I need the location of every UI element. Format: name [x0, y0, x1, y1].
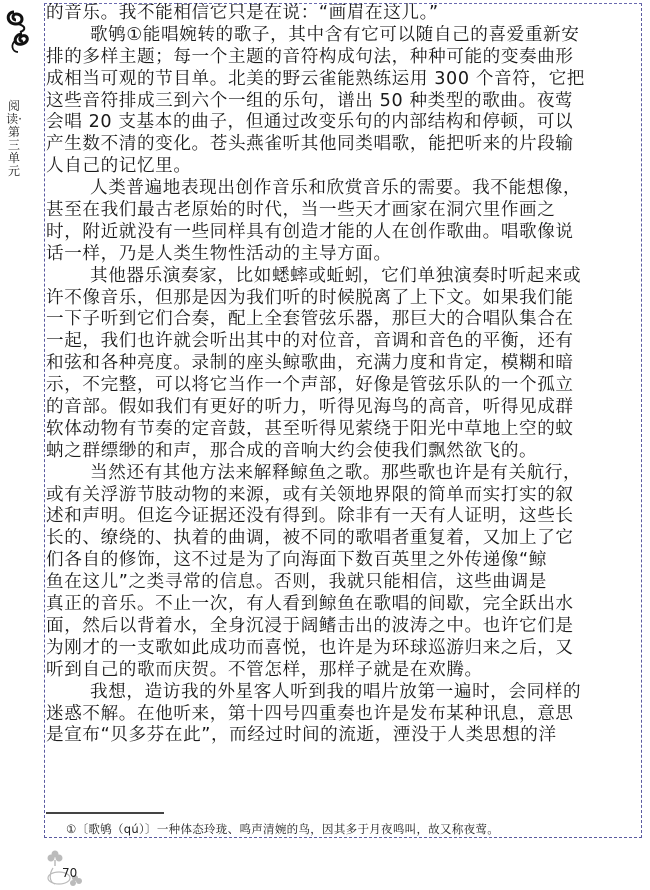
text-line: 一下子听到它们合奏，配上全套管弦乐器，那巨大的合唱队集合在 [46, 309, 574, 330]
text-line: 时，附近就没有一些同样具有创造才能的人在创作歌曲。唱歌像说 [46, 221, 574, 242]
text-line: 会唱 20 支基本的曲子，但通过改变乐句的内部结构和停顿，可以 [46, 112, 574, 133]
text-line: 真正的音乐。不止一次，有人看到鲸鱼在歌唱的间歇，完全跃出水 [46, 594, 574, 615]
unit-side-label: 阅读·第三单元 [6, 99, 22, 178]
text-line: 当然还有其他方法来解释鲸鱼之歌。那些歌也许是有关航行， [90, 462, 582, 483]
decorative-swirl-logo-icon [4, 4, 38, 54]
text-line: 排的多样主题；每一个主题的音符构成句法，种种可能的变奏曲形 [46, 46, 574, 67]
text-line: 产生数不清的变化。苍头燕雀听其他同类唱歌，能把听来的片段输 [46, 134, 574, 155]
text-line: 软体动物有节奏的定音鼓，甚至听得见萦绕于阳光中草地上空的蚊 [46, 418, 574, 439]
text-line: 述和声明。但迄今证据还没有得到。除非有一天有人证明，这些长 [46, 506, 574, 527]
text-line: 长的、缭绕的、执着的曲调，被不同的歌唱者重复着，又加上了它 [46, 528, 574, 549]
text-line: 听到自己的歌而庆贺。不管怎样，那样子就是在欢腾。 [46, 659, 483, 680]
text-line: 许不像音乐，但那是因为我们听的时候脱离了上下文。如果我们能 [46, 287, 574, 308]
text-line: 面，然后以背着水，全身沉浸于阔鳍击出的波涛之中。也许它们是 [46, 615, 574, 636]
footnote: ①〔歌鸲（qú）〕一种体态玲珑、鸣声清婉的鸟，因其多于月夜鸣叫，故又称夜莺。 [66, 822, 500, 836]
text-line: 蚋之群缥缈的和声，那合成的音响大约会使我们飘然欲飞的。 [46, 440, 538, 461]
text-line: 甚至在我们最古老原始的时代，当一些天才画家在洞穴里作画之 [46, 200, 556, 221]
text-line: 其他器乐演奏家，比如蟋蟀或蚯蚓，它们单独演奏时听起来或 [90, 265, 582, 286]
text-line: 为刚才的一支歌如此成功而喜悦，也许是为环球巡游归来之后，又 [46, 637, 574, 658]
text-line: 们各自的修饰，这不过是为了向海面下数百英里之外传递像“鲸 [46, 550, 547, 571]
text-line: 示，不完整，可以将它当作一个声部，好像是管弦乐队的一个孤立 [46, 375, 574, 396]
text-line: 人类普遍地表现出创作音乐和欣赏音乐的需要。我不能想像， [90, 178, 582, 199]
text-line: 我想，造访我的外星客人听到我的唱片放第一遍时，会同样的 [90, 681, 582, 702]
text-line: 迷惑不解。在他听来，第十四号四重奏也许是发布某种讯息，意思 [46, 703, 574, 724]
text-line: 话一样，乃是人类生物性活动的主导方面。 [46, 243, 392, 264]
text-line: 一起，我们也许就会听出其中的对位音，音调和音色的平衡，还有 [46, 331, 574, 352]
text-line: 鱼在这儿”之类寻常的信息。否则，我就只能相信，这些曲调是 [46, 572, 547, 593]
text-line: 或有关浮游节肢动物的来源，或有关领地界限的简单而实打实的叙 [46, 484, 574, 505]
page-number: 70 [62, 866, 78, 880]
text-line: 是宣布“贝多芬在此”，而经过时间的流逝，湮没于人类思想的洋 [46, 725, 557, 746]
text-line: 和弦和各种亮度。录制的座头鲸歌曲，充满力度和肯定，模糊和暗 [46, 353, 574, 374]
footnote-divider [46, 812, 164, 814]
text-line: 的音乐。我不能相信它只是在说：“画眉在这儿。” [46, 3, 439, 23]
text-line: 歌鸲①能唱婉转的歌子，其中含有它可以随自己的喜爱重新安 [90, 24, 580, 45]
text-line: 成相当可观的节目单。北美的野云雀能熟练运用 300 个音符，它把 [46, 68, 585, 89]
text-line: 这些音符排成三到六个一组的乐句，谱出 50 种类型的歌曲。夜莺 [46, 90, 574, 111]
text-line: 的音部。假如我们有更好的听力，听得见海鸟的高音，听得见成群 [46, 397, 574, 418]
article-body [46, 3, 608, 747]
text-line: 人自己的记忆里。 [46, 156, 192, 177]
